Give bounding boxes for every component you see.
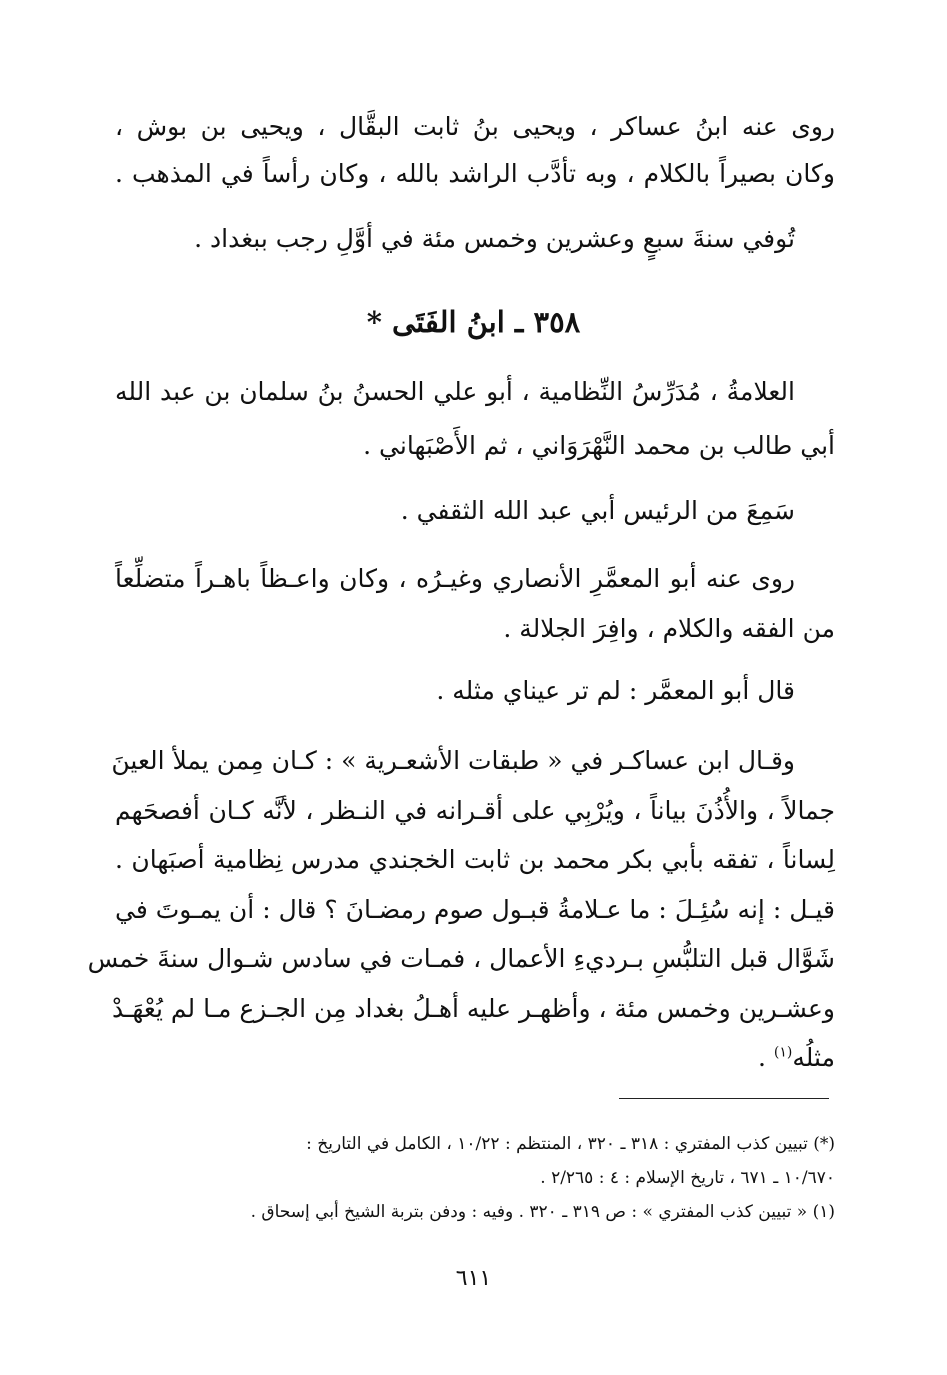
footnote-line-1: (*) تبيين كذب المفتري : ٣١٨ ـ ٣٢٠ ، المنتظم : ١٠/٢٢ ، الكامل في التاريخ : xyxy=(306,1134,835,1154)
entry-line-8: جمالاً ، والأُذُنَ بياناً ، ويُرْبِي على أقـرانه في النـظر ، لأنَّه كـان أفصحَهم xyxy=(115,796,835,825)
footnote-line-3: (١) « تبيين كذب المفتري » : ص ٣١٩ ـ ٣٢٠ . وفيه : ودفن بتربة الشيخ أبي إسحاق . xyxy=(250,1202,835,1222)
entry-line-13 xyxy=(115,1038,835,1078)
intro-line-2: وكان بصيراً بالكلام ، وبه تأدَّب الراشد بالله ، وكان رأساً في المذهب . xyxy=(115,159,835,188)
entry-heading: ٣٥٨ ـ ابنُ الفَتَى * xyxy=(366,305,581,339)
intro-line-3: تُوفي سنةَ سبعٍ وعشرين وخمس مئة في أوَّلِ رجب ببغداد . xyxy=(194,224,795,253)
entry-line-12: وعشـرين وخمس مئة ، وأظهـر عليه أهـلُ بغداد مِن الجـزع مـا لم يُعْهَـدْ xyxy=(111,994,835,1023)
entry-line-11: شَوَّال قبل التلبُّسِ بـرديءِ الأعمال ، فمـات في سادس شـوال سنةَ خمس xyxy=(87,944,835,973)
page-number: ٦١١ xyxy=(455,1266,492,1291)
footnote-separator xyxy=(619,1098,829,1099)
entry-line-2: أبي طالب بن محمد النَّهْرَوَاني ، ثم الأَصْبَهاني . xyxy=(363,431,835,460)
entry-line-9: لِساناً ، تفقه بأبي بكر محمد بن ثابت الخجندي مدرس نِظامية أصبَهان . xyxy=(115,845,835,874)
entry-line-4: روى عنه أبو المعمَّرِ الأنصاري وغيـرُه ، وكان واعـظاً باهـراً متضلِّعاً xyxy=(115,564,795,593)
entry-line-6: قال أبو المعمَّر : لم تر عيناي مثله . xyxy=(436,676,795,705)
entry-line-13-text: مثلُه xyxy=(792,1043,835,1072)
entry-line-3: سَمِعَ من الرئيس أبي عبد الله الثقفي . xyxy=(400,496,795,525)
entry-line-13-end: . xyxy=(758,1043,774,1072)
entry-line-1: العلامةُ ، مُدَرِّسُ النِّظامية ، أبو علي الحسنُ بنُ سلمان بن عبد الله xyxy=(115,377,795,406)
entry-line-7: وقـال ابن عساكـر في « طبقات الأشعـرية » : كـان مِمن يملأ العينَ xyxy=(111,746,795,775)
entry-line-10: قيـل : إنه سُئِـلَ : ما عـلامةُ قبـول صوم رمضـانَ ؟ قال : أن يمـوتَ في xyxy=(115,895,835,924)
footnote-line-2: ١٠/٦٧٠ ـ ٦٧١ ، تاريخ الإسلام : ٤ : ٢/٢٦٥ . xyxy=(540,1168,835,1188)
intro-line-1: روى عنه ابنُ عساكر ، ويحيى بنُ ثابت البقَّال ، ويحيى بن بوش ، xyxy=(115,112,835,141)
entry-line-5: من الفقه والكلام ، وافِرَ الجلالة . xyxy=(503,614,835,643)
footnote-marker: (١) xyxy=(773,1044,793,1061)
